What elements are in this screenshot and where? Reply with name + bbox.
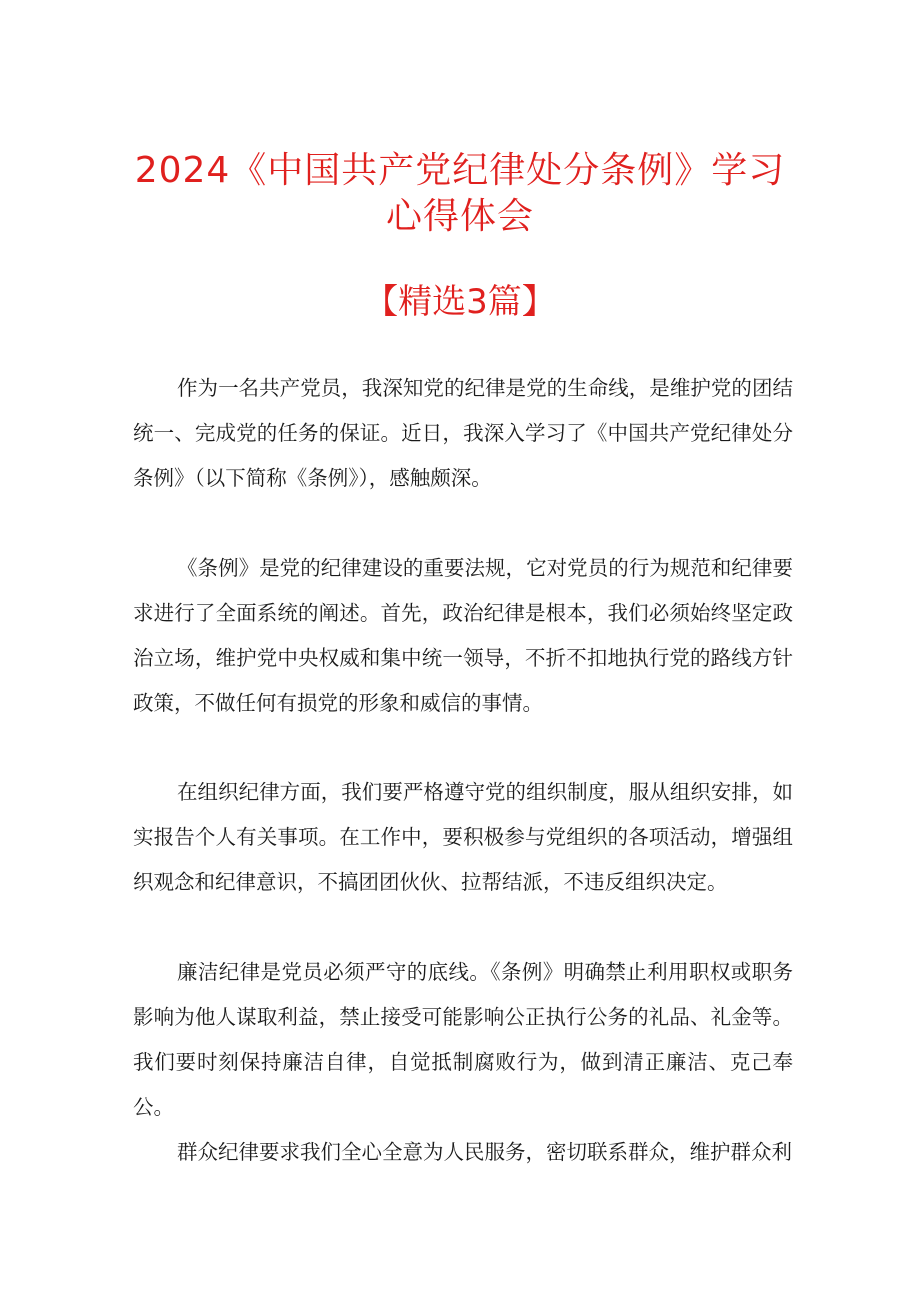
document-title-line-2: 心得体会 <box>385 196 534 237</box>
paragraph-organizational-discipline: 在组织纪律方面，我们要严格遵守党的组织制度，服从组织安排，如实报告个人有关事项。在工作中，要积极参与党组织的各项活动，增强组织观念和纪律意识，不搞团团伙伙、拉帮结派，不违反组织决定。 <box>133 780 793 894</box>
paragraph-mass-discipline: 群众纪律要求我们全心全意为人民服务，密切联系群众，维护群众利 <box>177 1140 792 1164</box>
paragraph-political-discipline: 《条例》是党的纪律建设的重要法规，它对党员的行为规范和纪律要求进行了全面系统的阐述。首先，政治纪律是根本，我们必须始终坚定政治立场，维护党中央权威和集中统一领导，不折不扣地执行党的路线方针政策，不做任何有损党的形象和威信的事情。 <box>133 556 793 715</box>
paragraph-integrity-discipline: 廉洁纪律是党员必须严守的底线。《条例》明确禁止利用职权或职务影响为他人谋取利益，禁止接受可能影响公正执行公务的礼品、礼金等。我们要时刻保持廉洁自律，自觉抵制腐败行为，做到清正廉洁、克己奉公。 <box>133 960 793 1119</box>
paragraph-intro: 作为一名共产党员，我深知党的纪律是党的生命线，是维护党的团结统一、完成党的任务的保证。近日，我深入学习了《中国共产党纪律处分条例》（以下简称《条例》），感触颇深。 <box>133 376 793 490</box>
document-title-line-1: 2024《中国共产党纪律处分条例》学习 <box>134 150 786 191</box>
document-subtitle: 【精选3篇】 <box>364 282 556 322</box>
